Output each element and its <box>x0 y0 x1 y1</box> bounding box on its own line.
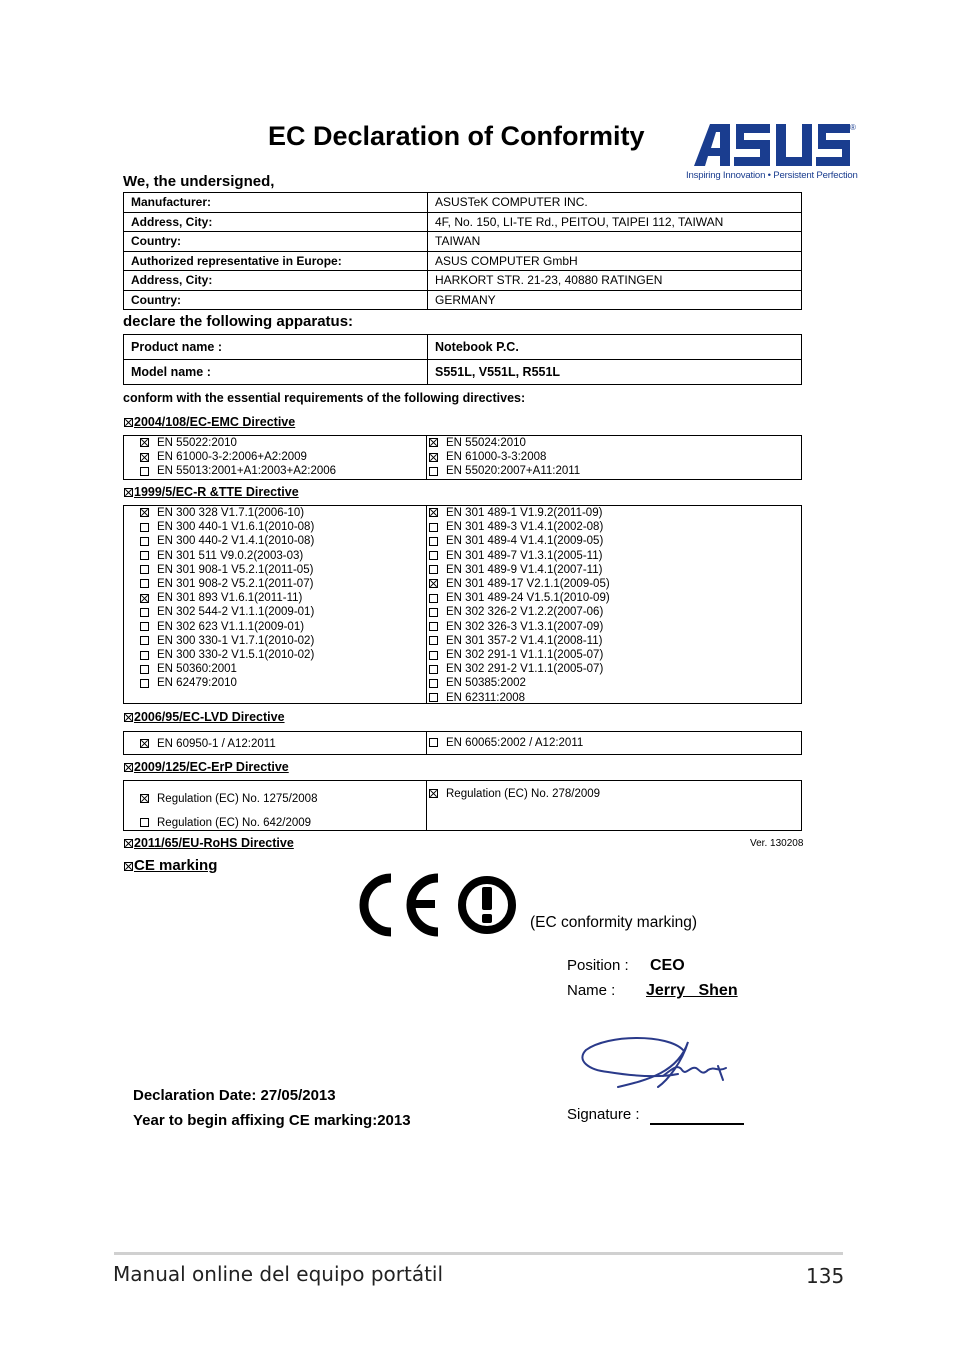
standard-label: EN 301 908-1 V5.2.1(2011-05) <box>157 563 314 576</box>
position-value: CEO <box>650 957 685 974</box>
emc-directive-heading: 2004/108/EC-EMC Directive <box>124 415 295 429</box>
manufacturer-row <box>124 251 802 271</box>
unchecked-box-icon <box>429 523 438 532</box>
standard-label: EN 302 544-2 V1.1.1(2009-01) <box>157 606 315 619</box>
signature-label: Signature : <box>567 1106 640 1123</box>
emc-right-list <box>429 436 580 479</box>
standard-label: EN 301 357-2 V1.4.1(2008-11) <box>446 634 603 647</box>
ce-marking-caption: (EC conformity marking) <box>530 914 698 931</box>
standard-label: EN 300 440-1 V1.6.1(2010-08) <box>157 521 315 534</box>
erp-directive-heading: 2009/125/EC-ErP Directive <box>124 760 289 774</box>
standard-item <box>140 506 314 520</box>
unchecked-box-icon <box>429 665 438 674</box>
manufacturer-row-value: 4F, No. 150, LI-TE Rd., PEITOU, TAIPEI 112, TAIWAN <box>428 212 802 232</box>
manufacturer-row-key: Address, City: <box>124 271 428 291</box>
standard-label: EN 55022:2010 <box>157 437 237 449</box>
standard-item <box>429 549 610 563</box>
checked-box-icon <box>140 794 149 803</box>
product-row-key: Product name : <box>124 335 428 360</box>
standard-item <box>140 662 314 676</box>
checked-box-icon <box>429 508 438 517</box>
checkbox-icon <box>124 839 133 848</box>
erp-right-list <box>429 787 600 801</box>
emc-left-list <box>140 436 336 479</box>
standard-label: EN 55013:2001+A1:2003+A2:2006 <box>157 465 337 478</box>
page-title: EC Declaration of Conformity <box>268 121 645 151</box>
standard-label: EN 300 330-1 V1.7.1(2010-02) <box>157 634 315 647</box>
declaration-date: Declaration Date: 27/05/2013 <box>133 1087 336 1104</box>
rtte-directive-heading: 1999/5/EC-R &TTE Directive <box>124 485 299 499</box>
unchecked-box-icon <box>140 636 149 645</box>
product-row <box>124 360 802 385</box>
standard-item <box>140 534 314 548</box>
checkbox-icon <box>124 862 133 871</box>
standard-label: EN 60065:2002 / A12:2011 <box>446 737 584 749</box>
unchecked-box-icon <box>140 608 149 617</box>
standard-item <box>140 811 317 835</box>
rtte-standards-box <box>123 505 802 704</box>
standard-item <box>429 691 610 705</box>
unchecked-box-icon <box>429 636 438 645</box>
standard-item <box>429 634 610 648</box>
standard-item <box>429 676 610 690</box>
standard-item <box>140 450 336 464</box>
standard-label: EN 301 893 V1.6.1(2011-11) <box>157 592 303 605</box>
standard-label: EN 302 326-2 V1.2.2(2007-06) <box>446 606 604 619</box>
unchecked-box-icon <box>429 467 438 476</box>
unchecked-box-icon <box>429 693 438 702</box>
manufacturer-row-key: Country: <box>124 232 428 252</box>
standard-item <box>429 436 580 450</box>
standard-item <box>140 436 336 450</box>
version-label: Ver. 130208 <box>750 838 804 849</box>
standard-item <box>429 464 580 478</box>
manufacturer-row-value: TAIWAN <box>428 232 802 252</box>
product-row-key: Model name : <box>124 360 428 385</box>
standard-item <box>429 591 610 605</box>
product-row-value: Notebook P.C. <box>428 335 802 360</box>
unchecked-box-icon <box>140 523 149 532</box>
checked-box-icon <box>429 438 438 447</box>
unchecked-box-icon <box>140 565 149 574</box>
lvd-right-list <box>429 736 583 750</box>
manufacturer-row-key: Authorized representative in Europe: <box>124 251 428 271</box>
standard-item <box>429 662 610 676</box>
manufacturer-table <box>123 192 802 310</box>
manufacturer-row-key: Country: <box>124 290 428 310</box>
unchecked-box-icon <box>429 679 438 688</box>
conform-text: conform with the essential requirements of the following directives: <box>123 391 526 405</box>
standard-label: EN 55024:2010 <box>446 437 526 449</box>
standard-item <box>429 620 610 634</box>
unchecked-box-icon <box>429 622 438 631</box>
standard-item <box>140 563 314 577</box>
emc-standards-box <box>123 435 802 480</box>
unchecked-box-icon <box>429 551 438 560</box>
standard-item <box>429 577 610 591</box>
unchecked-box-icon <box>429 651 438 660</box>
checkbox-icon <box>124 488 133 497</box>
declare-heading: declare the following apparatus: <box>123 313 354 330</box>
rtte-right-list <box>429 506 610 705</box>
standard-label: EN 62479:2010 <box>157 677 237 690</box>
standard-label: EN 61000-3-3:2008 <box>446 451 547 464</box>
standard-label: EN 301 489-3 V1.4.1(2002-08) <box>446 521 604 534</box>
standard-label: EN 301 489-17 V2.1.1(2009-05) <box>446 578 610 591</box>
standard-label: EN 60950-1 / A12:2011 <box>157 738 276 750</box>
manufacturer-row <box>124 193 802 213</box>
standard-item <box>140 634 314 648</box>
product-row <box>124 335 802 360</box>
product-row-value: S551L, V551L, R551L <box>428 360 802 385</box>
unchecked-box-icon <box>140 651 149 660</box>
unchecked-box-icon <box>429 594 438 603</box>
unchecked-box-icon <box>140 679 149 688</box>
logo-tagline: Inspiring Innovation • Persistent Perfection <box>686 170 858 181</box>
standard-item <box>140 520 314 534</box>
asus-logo <box>686 118 858 184</box>
standard-label: EN 50360:2001 <box>157 663 237 676</box>
standard-label: EN 301 511 V9.0.2(2003-03) <box>157 549 304 562</box>
checked-box-icon <box>429 789 438 798</box>
lvd-standards-box <box>123 731 802 755</box>
undersigned-heading: We, the undersigned, <box>123 173 275 190</box>
name-value: Jerry Shen <box>646 982 738 999</box>
standard-item <box>140 464 336 478</box>
erp-left-list <box>140 787 317 835</box>
standard-label: EN 300 330-2 V1.5.1(2010-02) <box>157 649 315 662</box>
ce-marking-heading: CE marking <box>124 857 217 874</box>
standard-label: EN 301 908-2 V5.2.1(2011-07) <box>157 578 314 591</box>
standard-label: EN 61000-3-2:2006+A2:2009 <box>157 451 307 464</box>
standard-label: EN 302 291-2 V1.1.1(2005-07) <box>446 663 604 676</box>
standard-item <box>140 591 314 605</box>
year-affixing-ce: Year to begin affixing CE marking:2013 <box>133 1112 411 1129</box>
standard-label: EN 50385:2002 <box>446 677 526 690</box>
standard-label: EN 302 623 V1.1.1(2009-01) <box>157 620 305 633</box>
ce-mark-icon <box>357 872 519 943</box>
position-label: Position : <box>567 957 629 974</box>
standard-item <box>140 620 314 634</box>
standard-item <box>429 648 610 662</box>
page-number: 135 <box>806 1264 845 1288</box>
standard-label: EN 301 489-9 V1.4.1(2007-11) <box>446 563 603 576</box>
checkbox-icon <box>124 713 133 722</box>
standard-item <box>140 676 314 690</box>
checked-box-icon <box>429 579 438 588</box>
manufacturer-row-value: ASUS COMPUTER GmbH <box>428 251 802 271</box>
erp-standards-box <box>123 780 802 831</box>
standard-item <box>429 736 583 750</box>
unchecked-box-icon <box>429 608 438 617</box>
standard-label: EN 302 326-3 V1.3.1(2007-09) <box>446 620 604 633</box>
unchecked-box-icon <box>140 818 149 827</box>
checked-box-icon <box>429 453 438 462</box>
checkbox-icon <box>124 763 133 772</box>
checked-box-icon <box>140 453 149 462</box>
checked-box-icon <box>140 508 149 517</box>
footer-manual-title: Manual online del equipo portátil <box>113 1262 444 1286</box>
manufacturer-row-value: ASUSTeK COMPUTER INC. <box>428 193 802 213</box>
standard-label: EN 62311:2008 <box>446 691 526 704</box>
unchecked-box-icon <box>140 551 149 560</box>
unchecked-box-icon <box>429 565 438 574</box>
standard-label: EN 301 489-7 V1.3.1(2005-11) <box>446 549 603 562</box>
standard-label: EN 300 440-2 V1.4.1(2010-08) <box>157 535 315 548</box>
standard-label: Regulation (EC) No. 278/2009 <box>446 788 601 800</box>
unchecked-box-icon <box>140 622 149 631</box>
unchecked-box-icon <box>140 665 149 674</box>
lvd-left-list <box>140 737 276 751</box>
name-label: Name : <box>567 982 616 999</box>
standard-label: EN 55020:2007+A11:2011 <box>446 465 581 478</box>
checked-box-icon <box>140 594 149 603</box>
manufacturer-row-value: HARKORT STR. 21-23, 40880 RATINGEN <box>428 271 802 291</box>
manufacturer-row <box>124 212 802 232</box>
standard-item <box>140 648 314 662</box>
checked-box-icon <box>140 438 149 447</box>
standard-label: Regulation (EC) No. 642/2009 <box>157 817 312 829</box>
svg-text:®: ® <box>850 123 856 132</box>
manufacturer-row <box>124 232 802 252</box>
rohs-directive-heading: 2011/65/EU-RoHS Directive <box>124 836 294 850</box>
lvd-directive-heading: 2006/95/EC-LVD Directive <box>124 710 285 724</box>
standard-item <box>429 534 610 548</box>
standard-label: EN 301 489-4 V1.4.1(2009-05) <box>446 535 604 548</box>
standard-item <box>429 563 610 577</box>
manufacturer-row-key: Address, City: <box>124 212 428 232</box>
standard-item <box>429 787 600 801</box>
standard-item <box>140 577 314 591</box>
standard-item <box>429 450 580 464</box>
manufacturer-row-key: Manufacturer: <box>124 193 428 213</box>
unchecked-box-icon <box>429 738 438 747</box>
rtte-left-list <box>140 506 314 691</box>
standard-item <box>140 549 314 563</box>
standard-item <box>429 605 610 619</box>
signature-line <box>650 1123 744 1125</box>
standard-item <box>429 506 610 520</box>
standard-item <box>140 737 276 751</box>
unchecked-box-icon <box>140 467 149 476</box>
unchecked-box-icon <box>429 537 438 546</box>
footer-divider <box>114 1252 843 1255</box>
manufacturer-row <box>124 290 802 310</box>
manufacturer-row <box>124 271 802 291</box>
standard-label: Regulation (EC) No. 1275/2008 <box>157 793 318 805</box>
checkbox-icon <box>124 418 133 427</box>
standard-label: EN 301 489-24 V1.5.1(2010-09) <box>446 592 610 605</box>
standard-item <box>140 605 314 619</box>
product-table <box>123 334 802 385</box>
standard-item <box>429 520 610 534</box>
handwritten-signature <box>578 1032 733 1102</box>
checked-box-icon <box>140 739 149 748</box>
standard-label: EN 300 328 V1.7.1(2006-10) <box>157 507 305 519</box>
standard-label: EN 302 291-1 V1.1.1(2005-07) <box>446 649 604 662</box>
unchecked-box-icon <box>140 579 149 588</box>
unchecked-box-icon <box>140 537 149 546</box>
standard-label: EN 301 489-1 V1.9.2(2011-09) <box>446 507 603 519</box>
manufacturer-row-value: GERMANY <box>428 290 802 310</box>
standard-item <box>140 787 317 811</box>
